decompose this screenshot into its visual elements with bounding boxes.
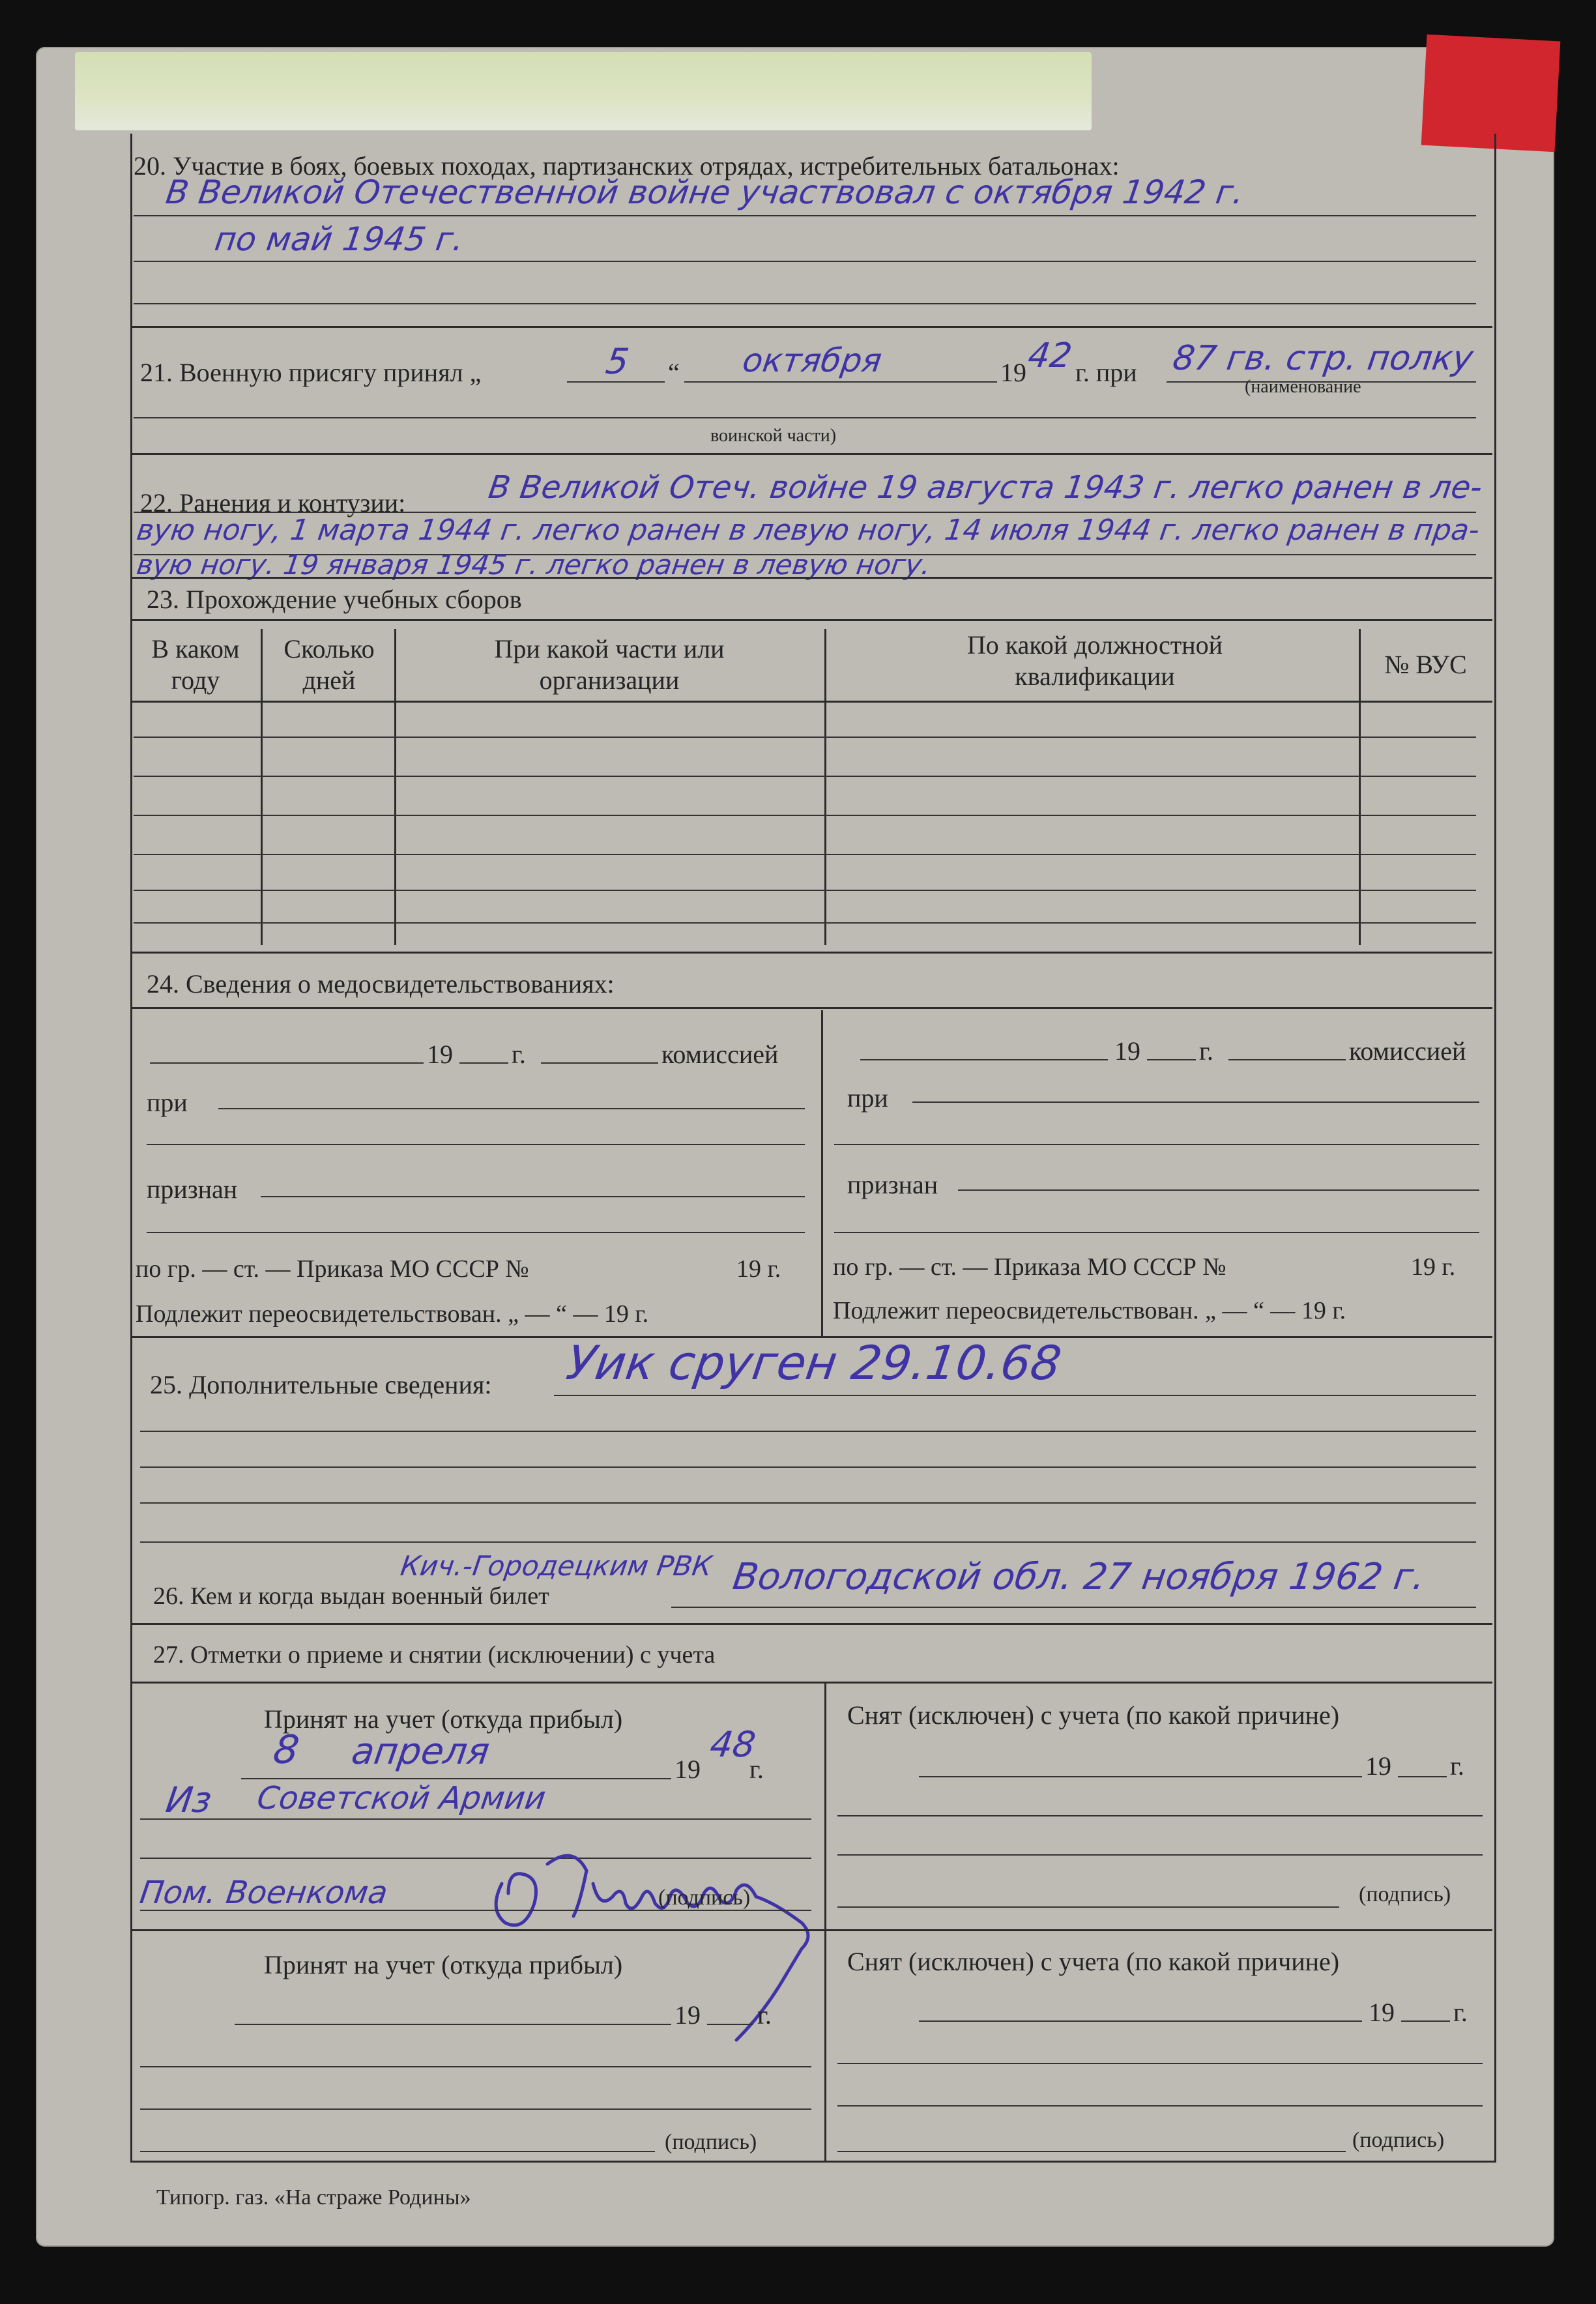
s21-month-line — [684, 381, 997, 383]
s23-row-1 — [134, 736, 1476, 738]
s27-ll-yr: 19 — [675, 2000, 701, 2030]
s21-month: октября — [740, 342, 884, 379]
s27-ur-g: г. — [1450, 1751, 1464, 1781]
s27-lr-g: г. — [1453, 1998, 1468, 2027]
s24-right-line-3 — [834, 1232, 1479, 1233]
s27-ur-removed: Снят (исключен) с учета (по какой причине) — [847, 1700, 1340, 1730]
s24-divider — [821, 1010, 823, 1336]
s23-row-3 — [134, 815, 1476, 816]
s27-hand-month: апреля — [349, 1730, 493, 1773]
s27-ll-yr-line — [707, 2024, 753, 2025]
s25-line-4 — [140, 1502, 1476, 1504]
s27-lr-line-3 — [837, 2105, 1483, 2107]
s24-left-priznan: признан — [147, 1174, 238, 1204]
s24-right-order: по гр. — ст. — Приказа МО СССР № — [833, 1253, 1226, 1281]
s21-label: 21. Военную присягу принял „ — [140, 358, 482, 387]
s24-right-recheck: Подлежит переосвидетельствован. „ — “ — 19 г. — [833, 1297, 1346, 1324]
s23-separator — [130, 952, 1492, 954]
s24-left-g-line — [541, 1062, 658, 1064]
s26-hand: Вологодской обл. 27 ноября 1962 г. — [730, 1556, 1428, 1598]
s27-hand-day: 8 — [270, 1727, 302, 1773]
s23-h1b: году — [171, 665, 220, 695]
s25-line-1 — [554, 1395, 1476, 1396]
s24-right-order-yr: 19 г. — [1411, 1253, 1456, 1281]
s23-h2b: дней — [302, 665, 356, 695]
s27-ur-podpis: (подпись) — [1359, 1882, 1451, 1906]
s20-label: 20. Участие в боях, боевых походах, партизанских отрядах, истребительных батальонах: — [134, 151, 1120, 181]
s24-left-date-line — [150, 1062, 424, 1064]
s24-right-line-2 — [834, 1144, 1479, 1145]
s27-ll-date-line — [235, 2024, 671, 2025]
s26-label: 26. Кем и когда выдан военный билет — [153, 1582, 549, 1610]
s24-right-pri-line — [912, 1101, 1479, 1103]
s23-row-2 — [134, 776, 1476, 777]
s24-left-priznan-line — [261, 1196, 805, 1197]
s23-h3b: организации — [539, 665, 680, 695]
printer-footer: Типогр. газ. «На страже Родины» — [156, 2185, 471, 2209]
s20-hand-1: В Великой Отечественной войне участвовал с октября 1942 г. — [163, 173, 1247, 211]
s24-right-priznan: признан — [847, 1170, 938, 1199]
s23-row-5 — [134, 890, 1476, 891]
s27-hand-from: Советской Армии — [255, 1780, 548, 1816]
s27-ll-line-2 — [140, 2066, 811, 2067]
s24-left-line-3 — [147, 1232, 805, 1233]
s23-col-3 — [824, 629, 826, 945]
s27-ll-sign-line — [140, 2151, 655, 2152]
s24-left-order-yr: 19 г. — [736, 1255, 781, 1283]
s22-hand-2: вую ногу, 1 марта 1944 г. легко ранен в левую ногу, 14 июля 1944 г. легко ранен в пра- — [134, 514, 1482, 547]
s20-line-2 — [134, 261, 1476, 262]
s23-h5: № ВУС — [1384, 650, 1467, 679]
s23-col-2 — [394, 629, 396, 945]
s24-right-g-line — [1228, 1059, 1346, 1060]
s24-right-g: г. — [1199, 1036, 1213, 1066]
s27-hand-year: 48 — [707, 1724, 759, 1765]
s23-col-1 — [261, 629, 263, 945]
s27-lr-line-2 — [837, 2063, 1483, 2064]
s22-separator — [130, 577, 1492, 579]
s25-hand: Уик сруген 29.10.68 — [563, 1335, 1065, 1390]
s24-right-pri: при — [847, 1083, 888, 1113]
s24-right-date-line — [860, 1059, 1108, 1060]
s23-row-6 — [134, 922, 1476, 924]
s27-lr-sign-line — [837, 2151, 1346, 2152]
s21-note-2: воинской части) — [710, 426, 837, 446]
s25-line-3 — [140, 1466, 1476, 1468]
s27-hand-sign-title: Пом. Военкома — [138, 1874, 390, 1911]
tape-strip — [75, 52, 1092, 130]
s27-lr-removed: Снят (исключен) с учета (по какой причине) — [847, 1947, 1340, 1976]
s22-hand-1: В Великой Отеч. войне 19 августа 1943 г. легко ранен в ле- — [486, 469, 1485, 506]
s27-hand-from-prefix: Из — [163, 1779, 214, 1820]
s23-row-4 — [134, 854, 1476, 855]
s21-separator — [130, 453, 1492, 455]
s23-col-4 — [1359, 629, 1361, 945]
s27-mid — [130, 1929, 1492, 1931]
s27-ur-line-3 — [837, 1854, 1483, 1856]
s26-separator — [130, 1623, 1492, 1625]
s22-line-1 — [134, 512, 1476, 513]
s24-left-yr-line — [459, 1062, 508, 1064]
s21-unit: 87 гв. стр. полку — [1170, 339, 1476, 378]
s27-ur-sign-line — [837, 1906, 1339, 1908]
s24-left-yr: 19 — [427, 1040, 453, 1069]
s24-label: 24. Сведения о медосвидетельствованиях: — [147, 969, 615, 999]
s23-h3a: При какой части или — [494, 634, 725, 663]
s27-label: 27. Отметки о приеме и снятии (исключении) с учета — [153, 1641, 716, 1669]
s21-line-2 — [134, 417, 1476, 418]
s27-ul-sign-line — [140, 1910, 811, 1911]
s27-lr-podpis: (подпись) — [1352, 2128, 1445, 2152]
s24-right-yr: 19 — [1114, 1036, 1140, 1066]
s20-hand-2: по май 1945 г. — [212, 220, 467, 258]
s24-right-priznan-line — [958, 1189, 1479, 1191]
s25-line-2 — [140, 1431, 1476, 1432]
s27-ur-yr: 19 — [1365, 1751, 1391, 1781]
s27-ul-date-line — [241, 1778, 671, 1779]
s24-left-pri: при — [147, 1088, 188, 1117]
s27-ul-g: г. — [749, 1755, 764, 1784]
s21-day: 5 — [603, 341, 631, 382]
s27-ur-line-2 — [837, 1815, 1483, 1816]
s24-left-order: по гр. — ст. — Приказа МО СССР № — [136, 1255, 529, 1283]
s20-separator — [130, 326, 1492, 328]
s27-lr-yr-line — [1401, 2020, 1450, 2022]
s25-line-5 — [140, 1541, 1476, 1543]
s27-ll-accepted: Принят на учет (откуда прибыл) — [264, 1950, 623, 1979]
s26-hand-top: Кич.-Городецким РВК — [398, 1550, 714, 1582]
s22-label: 22. Ранения и контузии: — [140, 488, 406, 518]
s23-label: 23. Прохождение учебных сборов — [147, 585, 522, 614]
s27-ll-line-3 — [140, 2108, 811, 2110]
s23-h1a: В каком — [151, 634, 240, 663]
s27-ul-yr: 19 — [675, 1755, 701, 1784]
s24-left-g: г. — [512, 1040, 526, 1069]
s22-hand-3: вую ногу. 19 января 1945 г. легко ранен в левую ногу. — [134, 549, 933, 581]
s27-ur-date-line — [919, 1776, 1362, 1777]
s21-year: 42 — [1025, 336, 1075, 375]
s27-ul-line-2 — [140, 1818, 811, 1820]
s21-g-pri: г. при — [1075, 358, 1137, 387]
s24-right-yr-line — [1147, 1059, 1196, 1060]
s24-left-pri-line — [218, 1108, 805, 1109]
s27-ul-accepted: Принят на учет (откуда прибыл) — [264, 1704, 623, 1734]
s27-top — [130, 1682, 1492, 1684]
s23-h2a: Сколько — [283, 634, 375, 663]
s25-label: 25. Дополнительные сведения: — [150, 1370, 492, 1399]
s24-top — [130, 1007, 1492, 1009]
s27-ll-g: г. — [757, 2000, 772, 2030]
s24-left-commission: комиссией — [661, 1040, 779, 1069]
s21-note-1: (наименование — [1245, 377, 1361, 397]
s21-year-prefix: 19 — [1000, 358, 1026, 387]
s24-left-line-2 — [147, 1144, 805, 1145]
s23-h4a: По какой должностной — [966, 630, 1223, 660]
s24-right-commission: комиссией — [1349, 1036, 1466, 1066]
s26-line — [671, 1607, 1476, 1608]
s21-quote: “ — [668, 358, 680, 387]
s27-lr-yr: 19 — [1369, 1998, 1395, 2027]
s27-ll-podpis: (подпись) — [665, 2130, 757, 2154]
s27-lr-date-line — [919, 2020, 1362, 2022]
s24-left-recheck: Подлежит переосвидетельствован. „ — “ — 19 г. — [136, 1300, 649, 1328]
s23-header-bottom — [130, 701, 1492, 703]
handwritten-signature — [476, 1838, 841, 2047]
s20-line-3 — [134, 303, 1476, 304]
s27-ur-yr-line — [1398, 1776, 1447, 1777]
s23-table-top — [130, 619, 1492, 621]
s20-line-1 — [134, 215, 1476, 216]
s27-ul-podpis: (подпись) — [658, 1886, 751, 1910]
s23-h4b: квалификации — [1015, 662, 1175, 691]
